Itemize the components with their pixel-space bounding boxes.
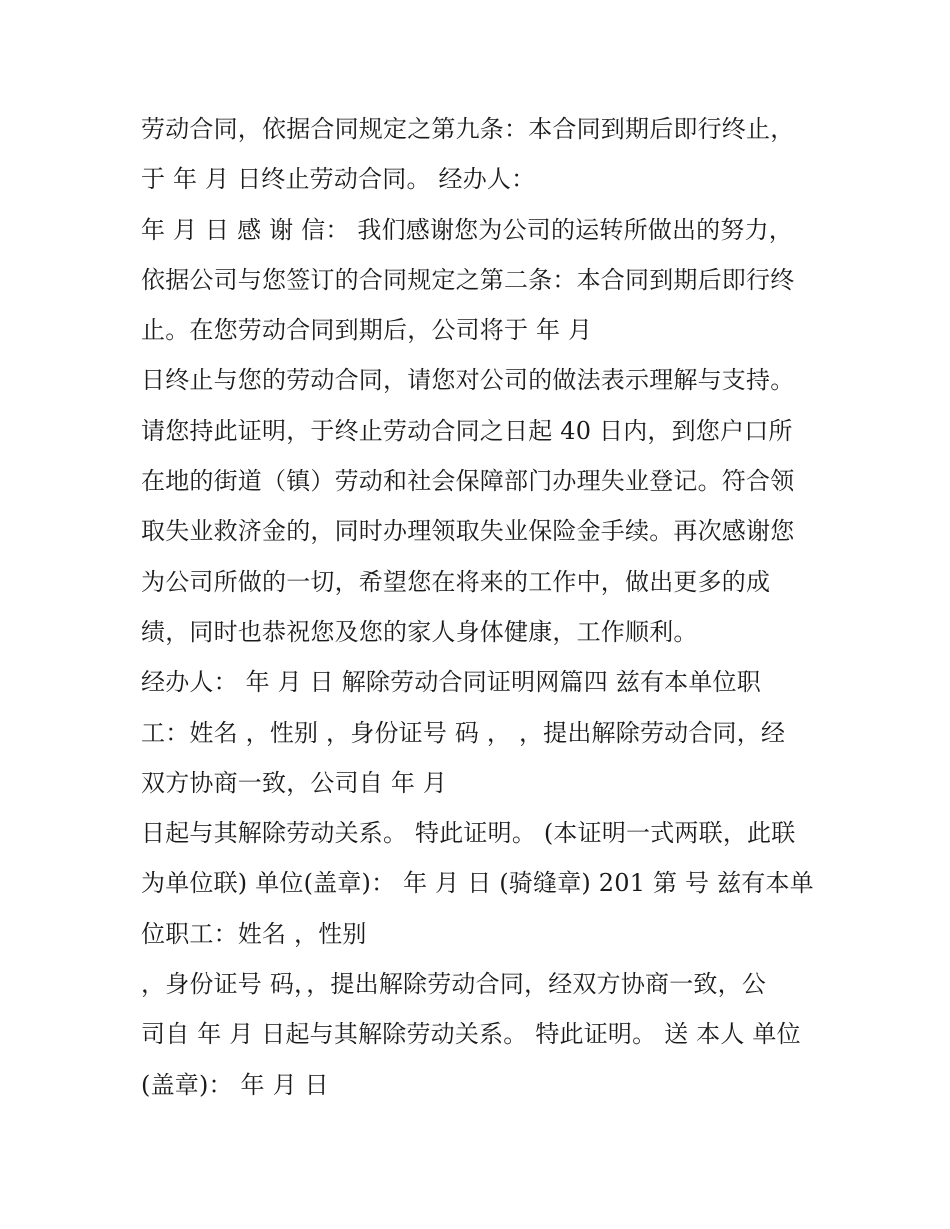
text-line: 于 年 月 日终止劳动合同。 经办人： [141,165,536,194]
text-line: 双方协商一致，公司自 年 月 [141,768,448,797]
text-line: 取失业救济金的，同时办理领取失业保险金手续。再次感谢您 [141,517,795,546]
body-text [141,104,831,1110]
text-line: 司自 年 月 日起与其解除劳动关系。 特此证明。 送 本人 单位 [141,1020,801,1049]
text-line: (盖章)： 年 月 日 [141,1070,329,1099]
text-line: 请您持此证明，于终止劳动合同之日起 40 日内，到您户口所 [141,416,793,445]
text-line: 在地的街道（镇）劳动和社会保障部门办理失业登记。符合领 [141,467,795,496]
text-line: 为公司所做的一切，希望您在将来的工作中，做出更多的成 [141,567,771,596]
text-line: 绩，同时也恭祝您及您的家人身体健康，工作顺利。 [141,617,698,646]
text-line: 为单位联) 单位(盖章)： 年 月 日 (骑缝章) 201 第 号 兹有本单 [141,869,814,898]
text-line: 日终止与您的劳动合同，请您对公司的做法表示理解与支持。 [141,366,795,395]
text-line: 劳动合同，依据合同规定之第九条：本合同到期后即行终止， [141,115,795,143]
text-line: 年 月 日 感 谢 信： 我们感谢您为公司的运转所做出的努力， [141,215,793,244]
text-line: 依据公司与您签订的合同规定之第二条：本合同到期后即行终 [141,265,795,294]
text-line: 工：姓名 ，性别 ，身份证号 码 ， ，提出解除劳动合同，经 [141,718,786,747]
text-line: 位职工：姓名 ，性别 [141,919,367,948]
text-line: ，身份证号 码，，提出解除劳动合同，经双方协商一致，公 [141,970,767,999]
text-line: 经办人： 年 月 日 解除劳动合同证明网篇四 兹有本单位职 [141,668,761,697]
text-line: 日起与其解除劳动关系。 特此证明。 (本证明一式两联，此联 [141,819,796,848]
text-line: 止。在您劳动合同到期后，公司将于 年 月 [141,316,593,345]
